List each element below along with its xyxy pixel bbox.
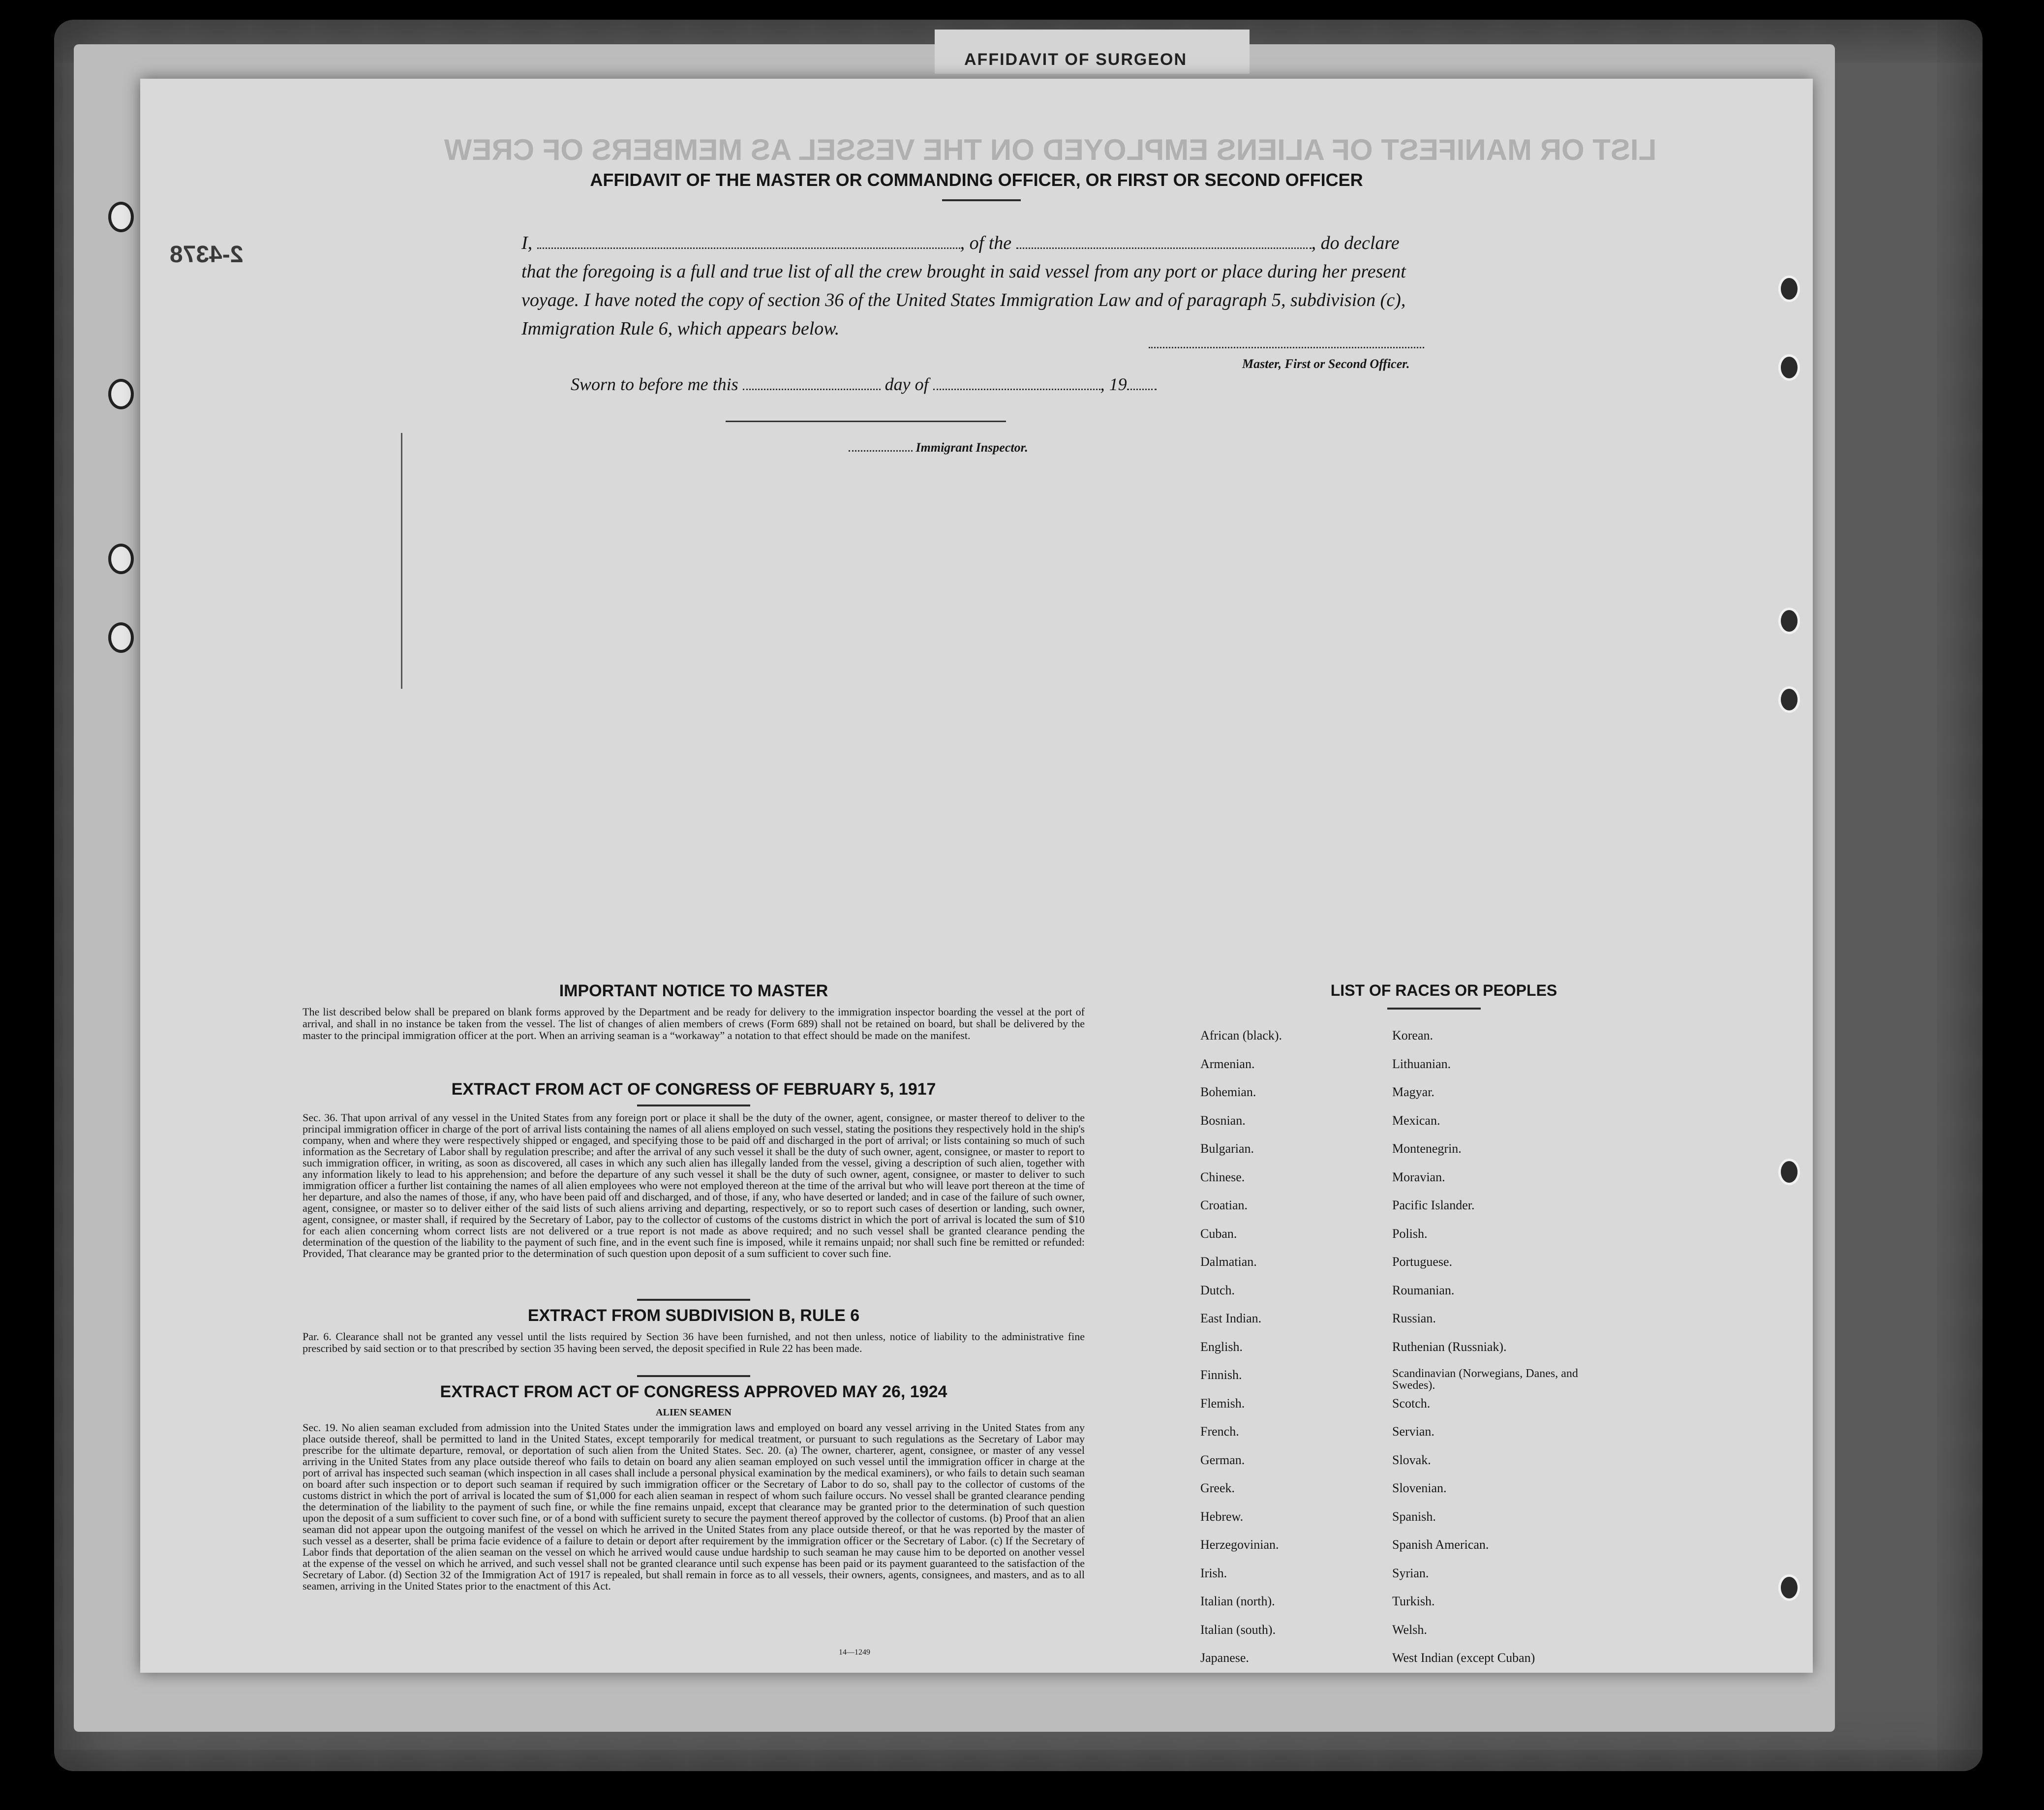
binder-ring-icon (108, 544, 134, 574)
punch-hole-icon (1778, 354, 1800, 381)
declaration-line-3: voyage. I have noted the copy of section 36 of the United States Immigration Law and of paragraph 5, subdivision (c), (521, 290, 1406, 310)
punch-hole-icon (1778, 1574, 1800, 1601)
punch-hole-icon (1778, 276, 1800, 302)
race-item: Montenegrin. (1392, 1141, 1462, 1156)
race-item: Italian (south). (1200, 1622, 1276, 1637)
sworn-label: Sworn to before me this (571, 374, 738, 394)
master-signature-line[interactable] (1149, 347, 1424, 348)
race-item: Chinese. (1200, 1169, 1245, 1184)
race-item: Slovenian. (1392, 1481, 1447, 1495)
race-item: Russian. (1392, 1311, 1436, 1325)
race-item: Spanish. (1392, 1509, 1436, 1524)
year-label: , 19 (1100, 374, 1127, 394)
sworn-day-field[interactable] (743, 389, 881, 390)
alien-seamen-subtitle: ALIEN SEAMEN (656, 1407, 732, 1418)
affidavit-page (140, 79, 1813, 1673)
margin-mark (401, 433, 402, 689)
race-item: Turkish. (1392, 1594, 1435, 1608)
race-item: French. (1200, 1424, 1239, 1439)
inspector-dots (849, 450, 913, 452)
do-declare-label: , do declare (1311, 233, 1400, 253)
race-item: Bulgarian. (1200, 1141, 1254, 1156)
race-item: Servian. (1392, 1424, 1434, 1439)
of-the-label: , of the (960, 233, 1012, 253)
race-item: Scotch. (1392, 1396, 1431, 1411)
race-item: Armenian. (1200, 1056, 1255, 1071)
extract-1917-title: EXTRACT FROM ACT OF CONGRESS OF FEBRUARY 5, 1917 (451, 1080, 936, 1099)
affidavit-title: AFFIDAVIT OF THE MASTER OR COMMANDING OFFICER, OR FIRST OR SECOND OFFICER (590, 170, 1363, 190)
punch-hole-icon (1778, 608, 1800, 634)
top-strip-label: AFFIDAVIT OF SURGEON (964, 50, 1188, 69)
race-item: Dutch. (1200, 1283, 1235, 1297)
form-number: 14—1249 (839, 1648, 870, 1657)
stamp-number: 2-4378 (170, 242, 244, 268)
subdivision-b-body: Par. 6. Clearance shall not be granted any vessel until the lists required by Section 36 have been furnished, and not then unless, notice of liability to the administrative fine prescribed by said section or to that prescribed by section 35 having been served, the deposit specified in Rule 22 has been made. (303, 1330, 1085, 1354)
race-item: Portuguese. (1392, 1255, 1453, 1269)
race-item: Irish. (1200, 1565, 1227, 1580)
race-item: Lithuanian. (1392, 1056, 1451, 1071)
race-item: Japanese. (1200, 1651, 1249, 1665)
punch-hole-icon (1778, 1159, 1800, 1185)
declaration-line-2: that the foregoing is a full and true list of all the crew brought in said vessel from any port or place during her present (521, 261, 1406, 282)
bleed-through-header: LIST OR MANIFEST OF ALIENS EMPLOYED ON THE VESSEL AS MEMBERS OF CREW (444, 133, 1657, 166)
extract-1924-body: Sec. 19. No alien seaman excluded from admission into the United States under the immigration laws and employed on board any vessel arriving in the United States from any place outside thereof, shall be permitted to land in the United States, except temporarily for medical treatment, or pursuant to such regulations as the Secretary of Labor may prescribe for the ultimate departure, removal, or deportation of such alien from the United States. Sec. 20. (a) The owner, charterer, agent, consignee, or master of any vessel arriving in the United States from any place outside thereof who fails to detain on board any alien seaman employed on such vessel until the immigration officer in charge at the port of arrival has inspected such seaman (which inspection in all cases shall include a personal physical examination by the medical examiners), or who fails to detain such seaman on board after such inspection or to deport such seaman if required by such immigration officer or the Secretary of Labor to do so, shall pay to the collector of customs of the customs district in which the port of arrival is located the sum of $1,000 for each alien seaman in respect of whom such failure occurs. No vessel shall be granted clearance pending the determination of the liability to the payment of such fine, or while the fine remains unpaid, except that clearance may be granted prior to the determination of such question upon the deposit of a sum sufficient to cover such fine, or of a bond with sufficient surety to secure the payment thereof approved by the collector of customs. (b) Proof that an alien seaman did not appear upon the outgoing manifest of the vessel on which he arrived in the United States from any place outside thereof, or that he was reported by the master of such vessel as a deserter, shall be prima facie evidence of a failure to detain or deport after requirement by the immigration officer or the Secretary of Labor. (c) If the Secretary of Labor finds that deportation of the alien seaman on the vessel on which he arrived would cause undue hardship to such seaman he may cause him to be deported on another vessel at the expense of the vessel on which he arrived, and such vessel shall not be granted clearance until such expense has been paid or its payment guaranteed to the satisfaction of the Secretary of Labor. (d) Section 32 of the Immigration Act of 1917 is repealed, but shall remain in force as to all vessels, their owners, agents, consignees, and masters, and as to all seamen, arriving in the United States prior to the enactment of this Act. (303, 1421, 1085, 1592)
declarant-prefix: I, (521, 233, 533, 253)
inspector-label: Immigrant Inspector. (915, 440, 1028, 455)
extract-1924-rule (637, 1375, 750, 1377)
race-item: East Indian. (1200, 1311, 1262, 1325)
race-item: Greek. (1200, 1481, 1235, 1495)
race-item: German. (1200, 1452, 1245, 1467)
race-item: Moravian. (1392, 1169, 1445, 1184)
race-item: Roumanian. (1392, 1283, 1455, 1297)
declarant-name-field[interactable] (537, 247, 960, 249)
declaration-text (521, 229, 1614, 343)
inspector-label-row (849, 440, 1028, 455)
race-item: Ruthenian (Russniak). (1392, 1339, 1507, 1354)
extract-1917-rule (637, 1104, 750, 1106)
subdivision-b-rule (637, 1299, 750, 1301)
race-item: Hebrew. (1200, 1509, 1244, 1524)
extract-1917-body: Sec. 36. That upon arrival of any vessel in the United States from any foreign port or place it shall be the duty of the owner, agent, consignee, or master thereof to deliver to the principal immigration officer in charge of the port of arrival lists containing the names of all aliens employed on such vessel, stating the positions they respectively hold in the ship's company, when and where they were respectively shipped or engaged, and specifying those to be paid off and discharged in the port of arrival; or lists containing so much of such information as the Secretary of Labor shall by regulation prescribe; and after the arrival of any such vessel it shall be the duty of such owner, agent, consignee, or master to report to such immigration officer, in writing, as soon as discovered, all cases in which any such alien has illegally landed from the vessel, giving a description of such alien, together with any information likely to lead to his apprehension; and before the departure of any such vessel it shall be the duty of such owner, agent, consignee, or master to deliver to such immigration officer a further list containing the names of all alien employees who were not employed thereon at the time of the arrival but who will leave port thereon at the time of her departure, and also the names of those, if any, who have been paid off and discharged, and of those, if any, who have deserted or landed; and in case of the failure of such owner, agent, consignee, or master so to deliver either of the said lists of such aliens arriving and departing, respectively, or so to report such cases of desertion or landing, such owner, agent, consignee, or master shall, if required by the Secretary of Labor, pay to the collector of customs of the customs district in which the port of arrival is located the sum of $10 for each alien concerning whom correct lists are not delivered or a true report is not made as above required; and no such vessel shall be granted clearance pending the determination of the question of the liability to the payment of such fine, and in the event such fine is imposed, while it remains unpaid; nor shall such fine be remitted or refunded: Provided, That clearance may be granted prior to the determination of such question upon deposit of a sum sufficient to cover such fine. (303, 1111, 1085, 1259)
race-item: Italian (north). (1200, 1594, 1275, 1608)
race-item: Magyar. (1392, 1085, 1434, 1099)
races-rule (1387, 1008, 1481, 1010)
race-item: Scandinavian (Norwegians, Danes, and Swedes). (1392, 1367, 1578, 1392)
declaration-line-4: Immigration Rule 6, which appears below. (521, 318, 840, 339)
top-sheet-strip (935, 30, 1250, 74)
race-item: Polish. (1392, 1226, 1428, 1241)
race-item: Cuban. (1200, 1226, 1237, 1241)
race-item: Spanish American. (1392, 1537, 1489, 1552)
inspector-signature-line[interactable] (726, 421, 1006, 422)
master-label: Master, First or Second Officer. (1242, 357, 1410, 371)
races-title: LIST OF RACES OR PEOPLES (1330, 982, 1557, 999)
sworn-line (571, 374, 1157, 395)
title-rule (942, 199, 1021, 201)
sworn-year-field[interactable] (1127, 389, 1157, 390)
race-item: African (black). (1200, 1028, 1282, 1043)
race-item: Bohemian. (1200, 1085, 1256, 1099)
notice-body: The list described below shall be prepared on blank forms approved by the Department and be ready for delivery to the immigration inspector boarding the vessel at the port of arrival, and shall in no instance be taken from the vessel. The list of changes of alien members of crews (Form 689) shall not be retained on board, but shall be delivered by the master to the principal immigration officer at the port. When an arriving seaman is a “workaway” a notation to that effect should be made on the manifest. (303, 1006, 1085, 1042)
race-item: Welsh. (1392, 1622, 1427, 1637)
race-item: English. (1200, 1339, 1243, 1354)
subdivision-b-title: EXTRACT FROM SUBDIVISION B, RULE 6 (527, 1306, 860, 1325)
binder-ring-icon (108, 379, 134, 409)
race-item: Flemish. (1200, 1396, 1245, 1411)
sworn-month-field[interactable] (933, 389, 1100, 390)
race-item: Syrian. (1392, 1565, 1429, 1580)
punch-hole-icon (1778, 686, 1800, 713)
extract-1924-title: EXTRACT FROM ACT OF CONGRESS APPROVED MAY 26, 1924 (440, 1382, 947, 1401)
race-item: Bosnian. (1200, 1113, 1246, 1128)
declaration-line-1 (521, 229, 1614, 257)
binder-ring-icon (108, 202, 134, 232)
race-item: Herzegovinian. (1200, 1537, 1279, 1552)
race-item: Slovak. (1392, 1452, 1431, 1467)
vessel-name-field[interactable] (1016, 247, 1312, 249)
race-item: Korean. (1392, 1028, 1434, 1043)
race-item: West Indian (except Cuban) (1392, 1651, 1535, 1665)
race-item: Croatian. (1200, 1198, 1248, 1212)
day-of-label: day of (885, 374, 929, 394)
race-item: Pacific Islander. (1392, 1198, 1475, 1212)
race-item: Dalmatian. (1200, 1255, 1257, 1269)
binder-ring-icon (108, 622, 134, 653)
race-item: Finnish. (1200, 1368, 1242, 1382)
race-item: Mexican. (1392, 1113, 1440, 1128)
notice-title: IMPORTANT NOTICE TO MASTER (559, 982, 828, 1000)
